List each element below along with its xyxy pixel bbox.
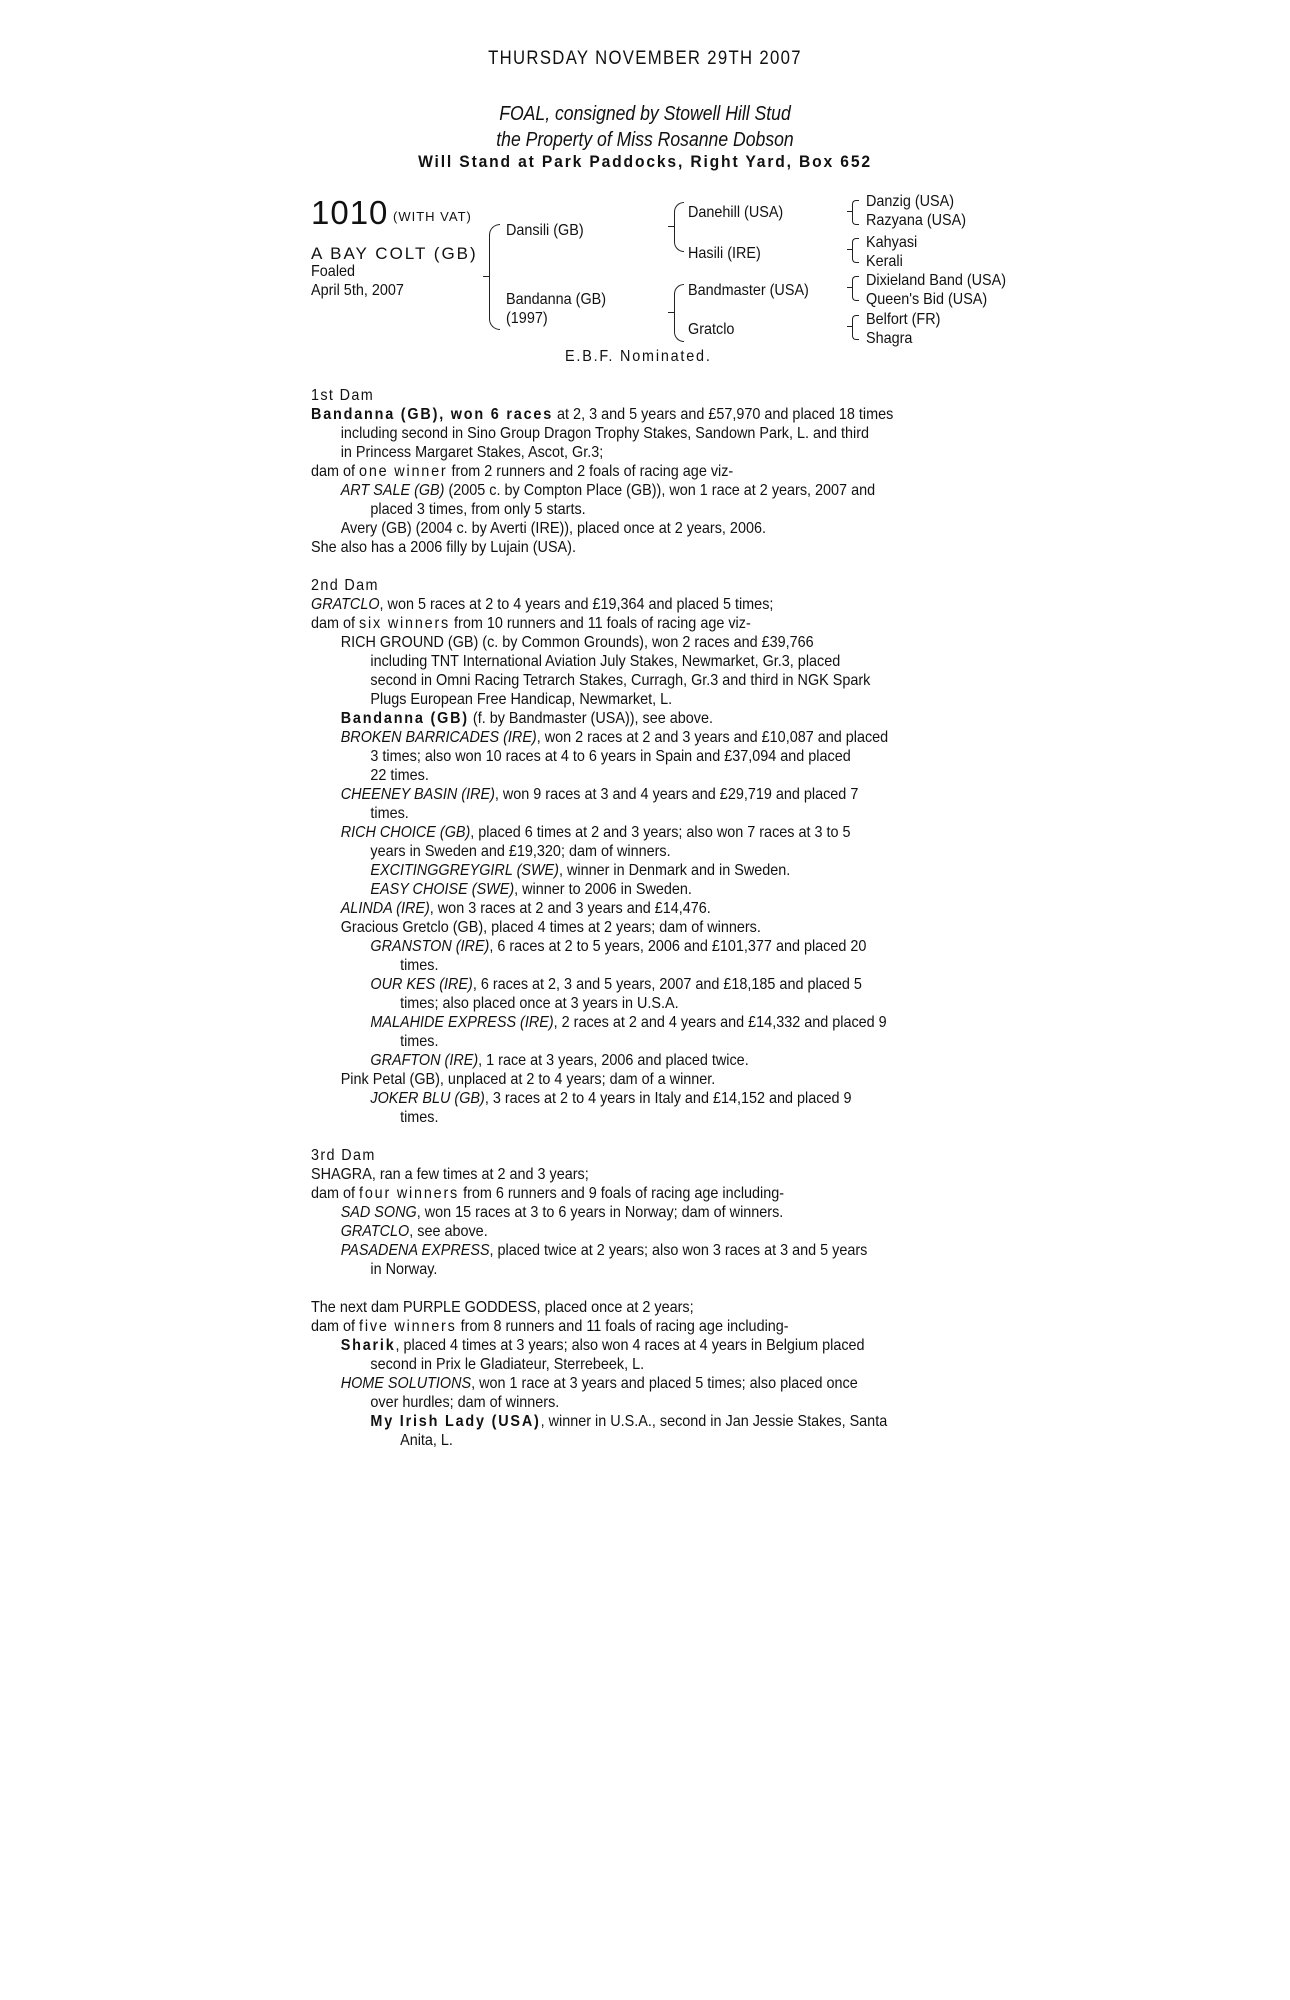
ebf-nomination: E.B.F. Nominated. [565,348,712,365]
gen3-bracket [852,200,859,225]
pedigree-g3-1: Danzig (USA) [866,193,955,210]
third-dam-line: PASADENA EXPRESS, placed twice at 2 years; also won 3 races at 3 and 5 years [340,1242,868,1259]
second-dam-line: 22 times. [370,767,429,784]
third-dam-line: GRATCLO, see above. [340,1223,488,1240]
next-dam-line: My Irish Lady (USA), winner in U.S.A., second in Jan Jessie Stakes, Santa [370,1413,888,1430]
second-dam-line: GRAFTON (IRE), 1 race at 3 years, 2006 and placed twice. [370,1052,749,1069]
second-dam-line: RICH GROUND (GB) (c. by Common Grounds), won 2 races and £39,766 [340,634,814,651]
foaled-date: April 5th, 2007 [311,282,404,299]
sale-date: THURSDAY NOVEMBER 29TH 2007 [488,48,802,69]
pedigree-g3-6: Queen's Bid (USA) [866,291,988,308]
lot-number: 1010 [311,194,389,231]
pedigree-g3-7: Belfort (FR) [866,311,941,328]
third-dam-line: in Norway. [370,1261,438,1278]
second-dam-line: Plugs European Free Handicap, Newmarket, L. [370,691,673,708]
pedigree-g3-4: Kerali [866,253,903,270]
first-dam-line: ART SALE (GB) (2005 c. by Compton Place (GB)), won 1 race at 2 years, 2007 and [340,482,876,499]
bracket-point [847,287,853,288]
second-dam-line: second in Omni Racing Tetrarch Stakes, Curragh, Gr.3 and third in NGK Spark [370,672,871,689]
gen3-bracket [852,315,859,340]
first-dam-line: dam of one winner from 2 runners and 2 foals of racing age viz- [311,463,734,480]
first-dam-line: She also has a 2006 filly by Lujain (USA). [311,539,576,556]
stand-location: Will Stand at Park Paddocks, Right Yard, Box 652 [418,152,872,171]
second-dam-line: years in Sweden and £19,320; dam of winners. [370,843,671,860]
pedigree-sire: Dansili (GB) [506,222,584,239]
pedigree-g3-2: Razyana (USA) [866,212,967,229]
second-dam-line: times. [400,957,439,974]
pedigree-dam-sire: Bandmaster (USA) [688,282,809,299]
bracket-point [668,226,674,227]
next-dam-line: second in Prix le Gladiateur, Sterrebeek, L. [370,1356,645,1373]
second-dam-line: Gracious Gretclo (GB), placed 4 times at 2 years; dam of winners. [340,919,761,936]
first-dam-line: placed 3 times, from only 5 starts. [370,501,586,518]
bracket-point [668,312,674,313]
second-dam-line: times. [400,1109,439,1126]
second-dam-line: ALINDA (IRE), won 3 races at 2 and 3 years and £14,476. [340,900,711,917]
pedigree-sire-sire: Danehill (USA) [688,204,784,221]
sire-dam-bracket [489,224,500,330]
second-dam-line: 3 times; also won 10 races at 4 to 6 years in Spain and £37,094 and placed [370,748,851,765]
second-dam-line: CHEENEY BASIN (IRE), won 9 races at 3 and 4 years and £29,719 and placed 7 [340,786,859,803]
second-dam-line: BROKEN BARRICADES (IRE), won 2 races at 2 and 3 years and £10,087 and placed [340,729,889,746]
spacer [311,1127,981,1146]
second-dam-line: OUR KES (IRE), 6 races at 2, 3 and 5 years, 2007 and £18,185 and placed 5 [370,976,862,993]
third-dam-line: SAD SONG, won 15 races at 3 to 6 years in Norway; dam of winners. [340,1204,784,1221]
third-dam-heading: 3rd Dam [311,1147,376,1164]
second-dam-line: JOKER BLU (GB), 3 races at 2 to 4 years in Italy and £14,152 and placed 9 [370,1090,852,1107]
produce-record [311,386,981,1450]
third-dam-line: SHAGRA, ran a few times at 2 and 3 years; [311,1166,589,1183]
dam-line-bracket [674,284,684,342]
second-dam-line: EASY CHOISE (SWE), winner to 2006 in Sweden. [370,881,692,898]
second-dam-line: times; also placed once at 3 years in U.S.A. [400,995,679,1012]
next-dam-line: Sharik, placed 4 times at 3 years; also won 4 races at 4 years in Belgium placed [340,1337,865,1354]
second-dam-line: times. [400,1033,439,1050]
consignor-line: FOAL, consigned by Stowell Hill Stud [499,103,791,125]
second-dam-line: GRATCLO, won 5 races at 2 to 4 years and £19,364 and placed 5 times; [311,596,774,613]
next-dam-line: HOME SOLUTIONS, won 1 race at 3 years and placed 5 times; also placed once [340,1375,858,1392]
bracket-point [483,276,489,277]
first-dam-line: in Princess Margaret Stakes, Ascot, Gr.3; [340,444,604,461]
horse-description: A BAY COLT (GB) [311,244,478,263]
second-dam-heading: 2nd Dam [311,577,379,594]
gen3-bracket [852,238,859,263]
second-dam-line: Bandanna (GB) (f. by Bandmaster (USA)), see above. [340,710,714,727]
bracket-point [847,249,853,250]
pedigree-g3-3: Kahyasi [866,234,918,251]
pedigree-dam-dam: Gratclo [688,321,735,338]
lot-vat: (WITH VAT) [393,209,472,224]
second-dam-line: RICH CHOICE (GB), placed 6 times at 2 and 3 years; also won 7 races at 3 to 5 [340,824,851,841]
spacer [311,1279,981,1298]
second-dam-line: dam of six winners from 10 runners and 11 foals of racing age viz- [311,615,751,632]
foaled-label: Foaled [311,263,356,280]
second-dam-line: including TNT International Aviation July Stakes, Newmarket, Gr.3, placed [370,653,841,670]
pedigree-dam: Bandanna (GB) [506,291,607,308]
first-dam-heading: 1st Dam [311,387,375,404]
bracket-point [847,211,853,212]
pedigree-g3-5: Dixieland Band (USA) [866,272,1007,289]
next-dam-line: The next dam PURPLE GODDESS, placed once at 2 years; [311,1299,694,1316]
next-dam-line: dam of five winners from 8 runners and 11 foals of racing age including- [311,1318,789,1335]
property-line: the Property of Miss Rosanne Dobson [496,129,794,151]
pedigree-dam-year: (1997) [506,310,548,327]
bracket-point [847,326,853,327]
second-dam-line: times. [370,805,409,822]
first-dam-line: Bandanna (GB), won 6 races at 2, 3 and 5 years and £57,970 and placed 18 times [311,406,894,423]
next-dam-line: over hurdles; dam of winners. [370,1394,560,1411]
second-dam-line: GRANSTON (IRE), 6 races at 2 to 5 years, 2006 and £101,377 and placed 20 [370,938,867,955]
second-dam-line: Pink Petal (GB), unplaced at 2 to 4 years; dam of a winner. [340,1071,716,1088]
pedigree-sire-dam: Hasili (IRE) [688,245,761,262]
next-dam-line: Anita, L. [400,1432,453,1449]
third-dam-line: dam of four winners from 6 runners and 9 foals of racing age including- [311,1185,785,1202]
first-dam-line: Avery (GB) (2004 c. by Averti (IRE)), placed once at 2 years, 2006. [340,520,766,537]
first-dam-line: including second in Sino Group Dragon Trophy Stakes, Sandown Park, L. and third [340,425,870,442]
second-dam-line: EXCITINGGREYGIRL (SWE), winner in Denmark and in Sweden. [370,862,791,879]
second-dam-line: MALAHIDE EXPRESS (IRE), 2 races at 2 and 4 years and £14,332 and placed 9 [370,1014,887,1031]
sire-line-bracket [674,202,684,252]
spacer [311,557,981,576]
gen3-bracket [852,276,859,301]
pedigree-g3-8: Shagra [866,330,913,347]
